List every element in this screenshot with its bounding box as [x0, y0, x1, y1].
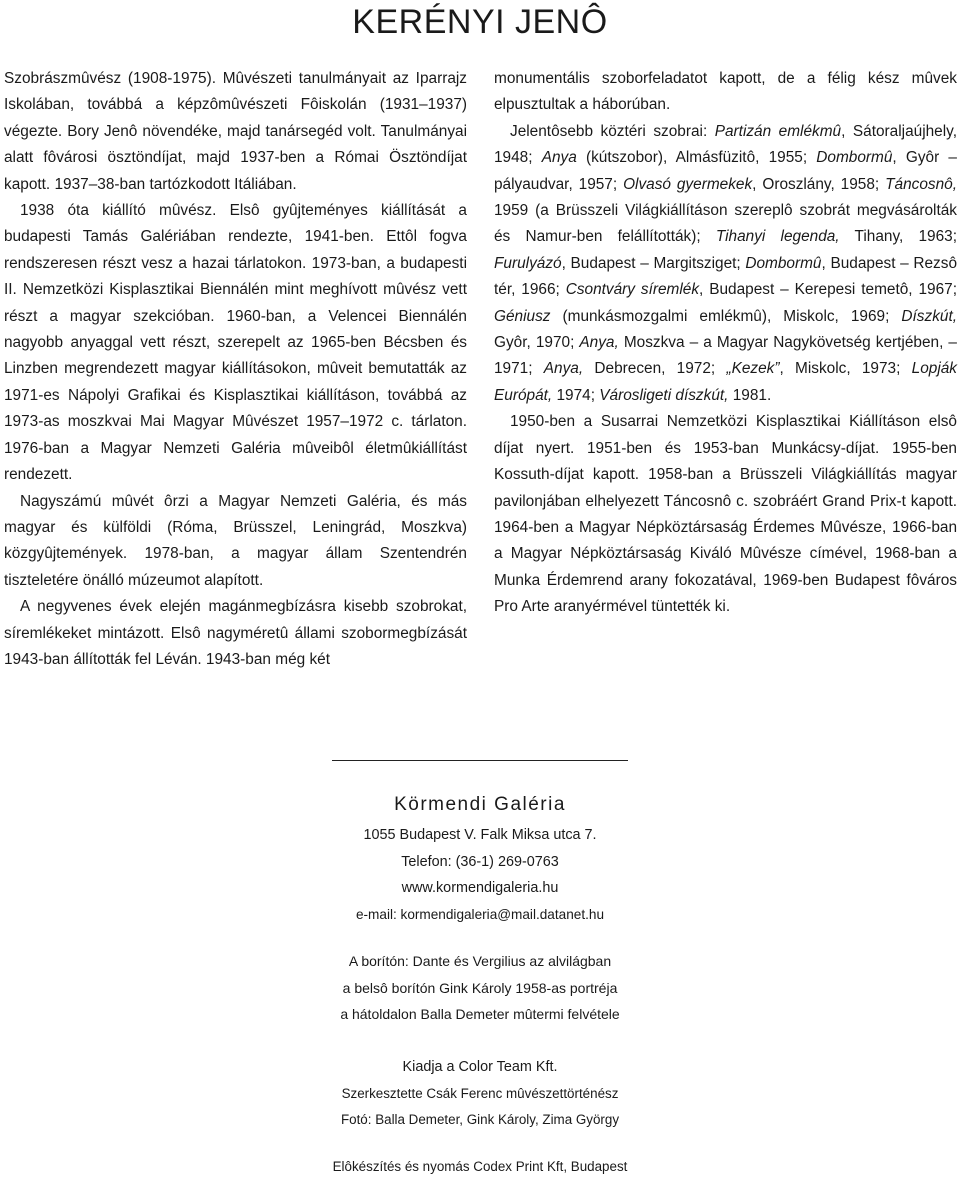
work-title: Dombormû: [745, 254, 822, 272]
work-detail: , Miskolc, 1973;: [779, 360, 912, 378]
publisher-info: [0, 1054, 960, 1134]
work-detail: 1974;: [552, 386, 600, 404]
work-title: Anya: [541, 149, 577, 167]
work-detail: , Gyôr – pályaudvar, 1957;: [494, 149, 957, 193]
work-title: Dombormû: [816, 149, 893, 167]
work-detail: , Oroszlány, 1958;: [752, 175, 886, 193]
work-title: Táncosnô,: [885, 175, 957, 193]
work-title: Lopják Európát,: [494, 360, 957, 404]
bio-paragraph-2: 1938 óta kiállító mûvész. Elsô gyûjteményes kiállítását a budapesti Tamás Galériában rendezte, 1941-ben. Ettôl fogva rendszeresen részt vesz a hazai tárlatokon. 1973-ban, a budapesti II. Nemzetközi Kisplasztikai Biennálén mint meghívott mûvész vett részt a magyar szekcióban. 1960-ban, a Velencei Biennálén nagyobb anyaggal vett részt, szerepelt az 1965-ben Bécsben és Linzben megrendezett magyar kiállításokon, mûveit bemutatták az 1971-es Nápolyi Grafikai és Kisplasztikai kiállításon, továbbá az 1973-as moszkvai Mai Magyar Mûvészet 1957–1972 c. tárlaton. 1976-ban a Magyar Nemzeti Galéria mûveibôl életmûkiállítást rendezett.: [4, 202, 467, 484]
publisher-line-1: Kiadja a Color Team Kft.: [402, 1059, 558, 1075]
right-column: [494, 66, 957, 621]
work-title: Városligeti díszkút,: [599, 386, 729, 404]
work-title: Csontváry síremlék: [565, 281, 700, 299]
work-detail: , Sátoraljaújhely, 1948;: [494, 122, 957, 167]
work-detail: , Budapest – Kerepesi temetô, 1967;: [699, 281, 957, 299]
work-detail: , Budapest – Margitsziget;: [561, 254, 746, 272]
works-intro: Jelentôsebb köztéri szobrai:: [510, 122, 715, 140]
credit-line-1: A borítón: Dante és Vergilius az alvilágban: [348, 953, 612, 969]
publisher-line-2: Szerkesztette Csák Ferenc mûvészettörténész: [341, 1085, 619, 1101]
gallery-address: 1055 Budapest V. Falk Miksa utca 7.: [363, 827, 597, 843]
work-detail: 1959 (a Brüsszeli Világkiállításon szereplô szobrát megvásárolták és Namur-ben felállították);: [494, 202, 957, 246]
left-column: [4, 66, 467, 673]
work-title: Furulyázó: [494, 254, 562, 272]
awards-paragraph: 1950-ben a Susarrai Nemzetközi Kisplasztikai Kiállításon elsô díjat nyert. 1951-ben és 1953-ban Munkácsy-díjat. 1955-ben Kossuth-díjat kapott. 1958-ban a Brüsszeli Világkiállítás magyar pavilonjában elhelyezett Táncosnô c. szobráért Grand Prix-t kapott. 1964-ben a Magyar Népköztársaság Érdemes Mûvésze, 1966-ban a Magyar Népköztársaság Kiváló Mûvésze címével, 1968-ban a Munka Érdemrend arany fokozatával, 1969-ben Budapest fôváros Pro Arte aranyérmével tüntették ki.: [494, 413, 957, 616]
gallery-phone: Telefon: (36-1) 269-0763: [401, 853, 559, 870]
work-detail: , Budapest – Rezsô tér, 1966;: [494, 254, 958, 299]
gallery-info: [0, 792, 960, 928]
work-title: Tihanyi legenda,: [715, 228, 840, 246]
work-title: „Kezek”: [726, 360, 780, 378]
work-title: Anya,: [543, 360, 584, 378]
publisher-line-3: Fotó: Balla Demeter, Gink Károly, Zima György: [340, 1112, 620, 1127]
gallery-website: www.kormendigaleria.hu: [401, 880, 559, 896]
page-title: KERÉNYI JENÔ: [352, 3, 608, 41]
cover-credits: [0, 948, 960, 1028]
work-detail: 1981.: [728, 386, 772, 404]
bio-paragraph-5: monumentális szoborfeladatot kapott, de a félig kész mûvek elpusztultak a háborúban.: [494, 70, 957, 114]
credit-line-2: a belsô borítón Gink Károly 1958-as portréja: [342, 979, 618, 996]
printer-info: Elôkészítés és nyomás Codex Print Kft, Budapest: [332, 1159, 628, 1174]
work-title: Géniusz: [494, 307, 551, 325]
bio-paragraph-1: Szobrászmûvész (1908-1975). Mûvészeti tanulmányait az Iparrajz Iskolában, továbbá a képzômûvészeti Fôiskolán (1931–1937) végezte. Bory Jenô növendéke, majd tanársegéd volt. Tanulmányai alatt fôvárosi ösztöndíjat, majd 1937-ben a Római Ösztöndíjat kapott. 1937–38-ban tartózkodott Itáliában.: [4, 70, 467, 193]
bio-paragraph-3: Nagyszámú mûvét ôrzi a Magyar Nemzeti Galéria, és más magyar és külföldi (Róma, Brüsszel, Leningrád, Moszkva) közgyûjtemények. 1978-ban, a magyar állam Szentendrén tiszteletére önálló múzeumot alapított.: [4, 492, 467, 589]
work-title: Díszkút,: [901, 307, 957, 325]
works-list: [494, 123, 957, 404]
credit-line-3: a hátoldalon Balla Demeter mûtermi felvétele: [340, 1006, 620, 1022]
work-detail: Debrecen, 1972;: [583, 360, 727, 378]
work-detail: Moszkva – a Magyar Nagykövetség kertjében, – 1971;: [494, 334, 957, 378]
work-detail: (munkásmozgalmi emlékmû), Miskolc, 1969;: [550, 307, 902, 325]
work-title: Anya,: [579, 334, 619, 352]
work-title: Partizán emlékmû: [714, 122, 842, 140]
gallery-email: e-mail: kormendigaleria@mail.datanet.hu: [355, 906, 605, 922]
work-detail: (kútszobor), Almásfüzitô, 1955;: [576, 149, 817, 167]
work-detail: Gyôr, 1970;: [494, 334, 580, 352]
bio-paragraph-4: A negyvenes évek elején magánmegbízásra kisebb szobrokat, síremlékeket mintázott. Elsô nagyméretû állami szobormegbízását 1943-ban állították fel Léván. 1943-ban még két: [4, 598, 467, 668]
works-paragraph: [494, 119, 957, 409]
work-title: Olvasó gyermekek: [623, 175, 753, 193]
section-divider: [332, 760, 628, 761]
work-detail: Tihany, 1963;: [839, 228, 958, 246]
gallery-name: Körmendi Galéria: [394, 794, 566, 815]
